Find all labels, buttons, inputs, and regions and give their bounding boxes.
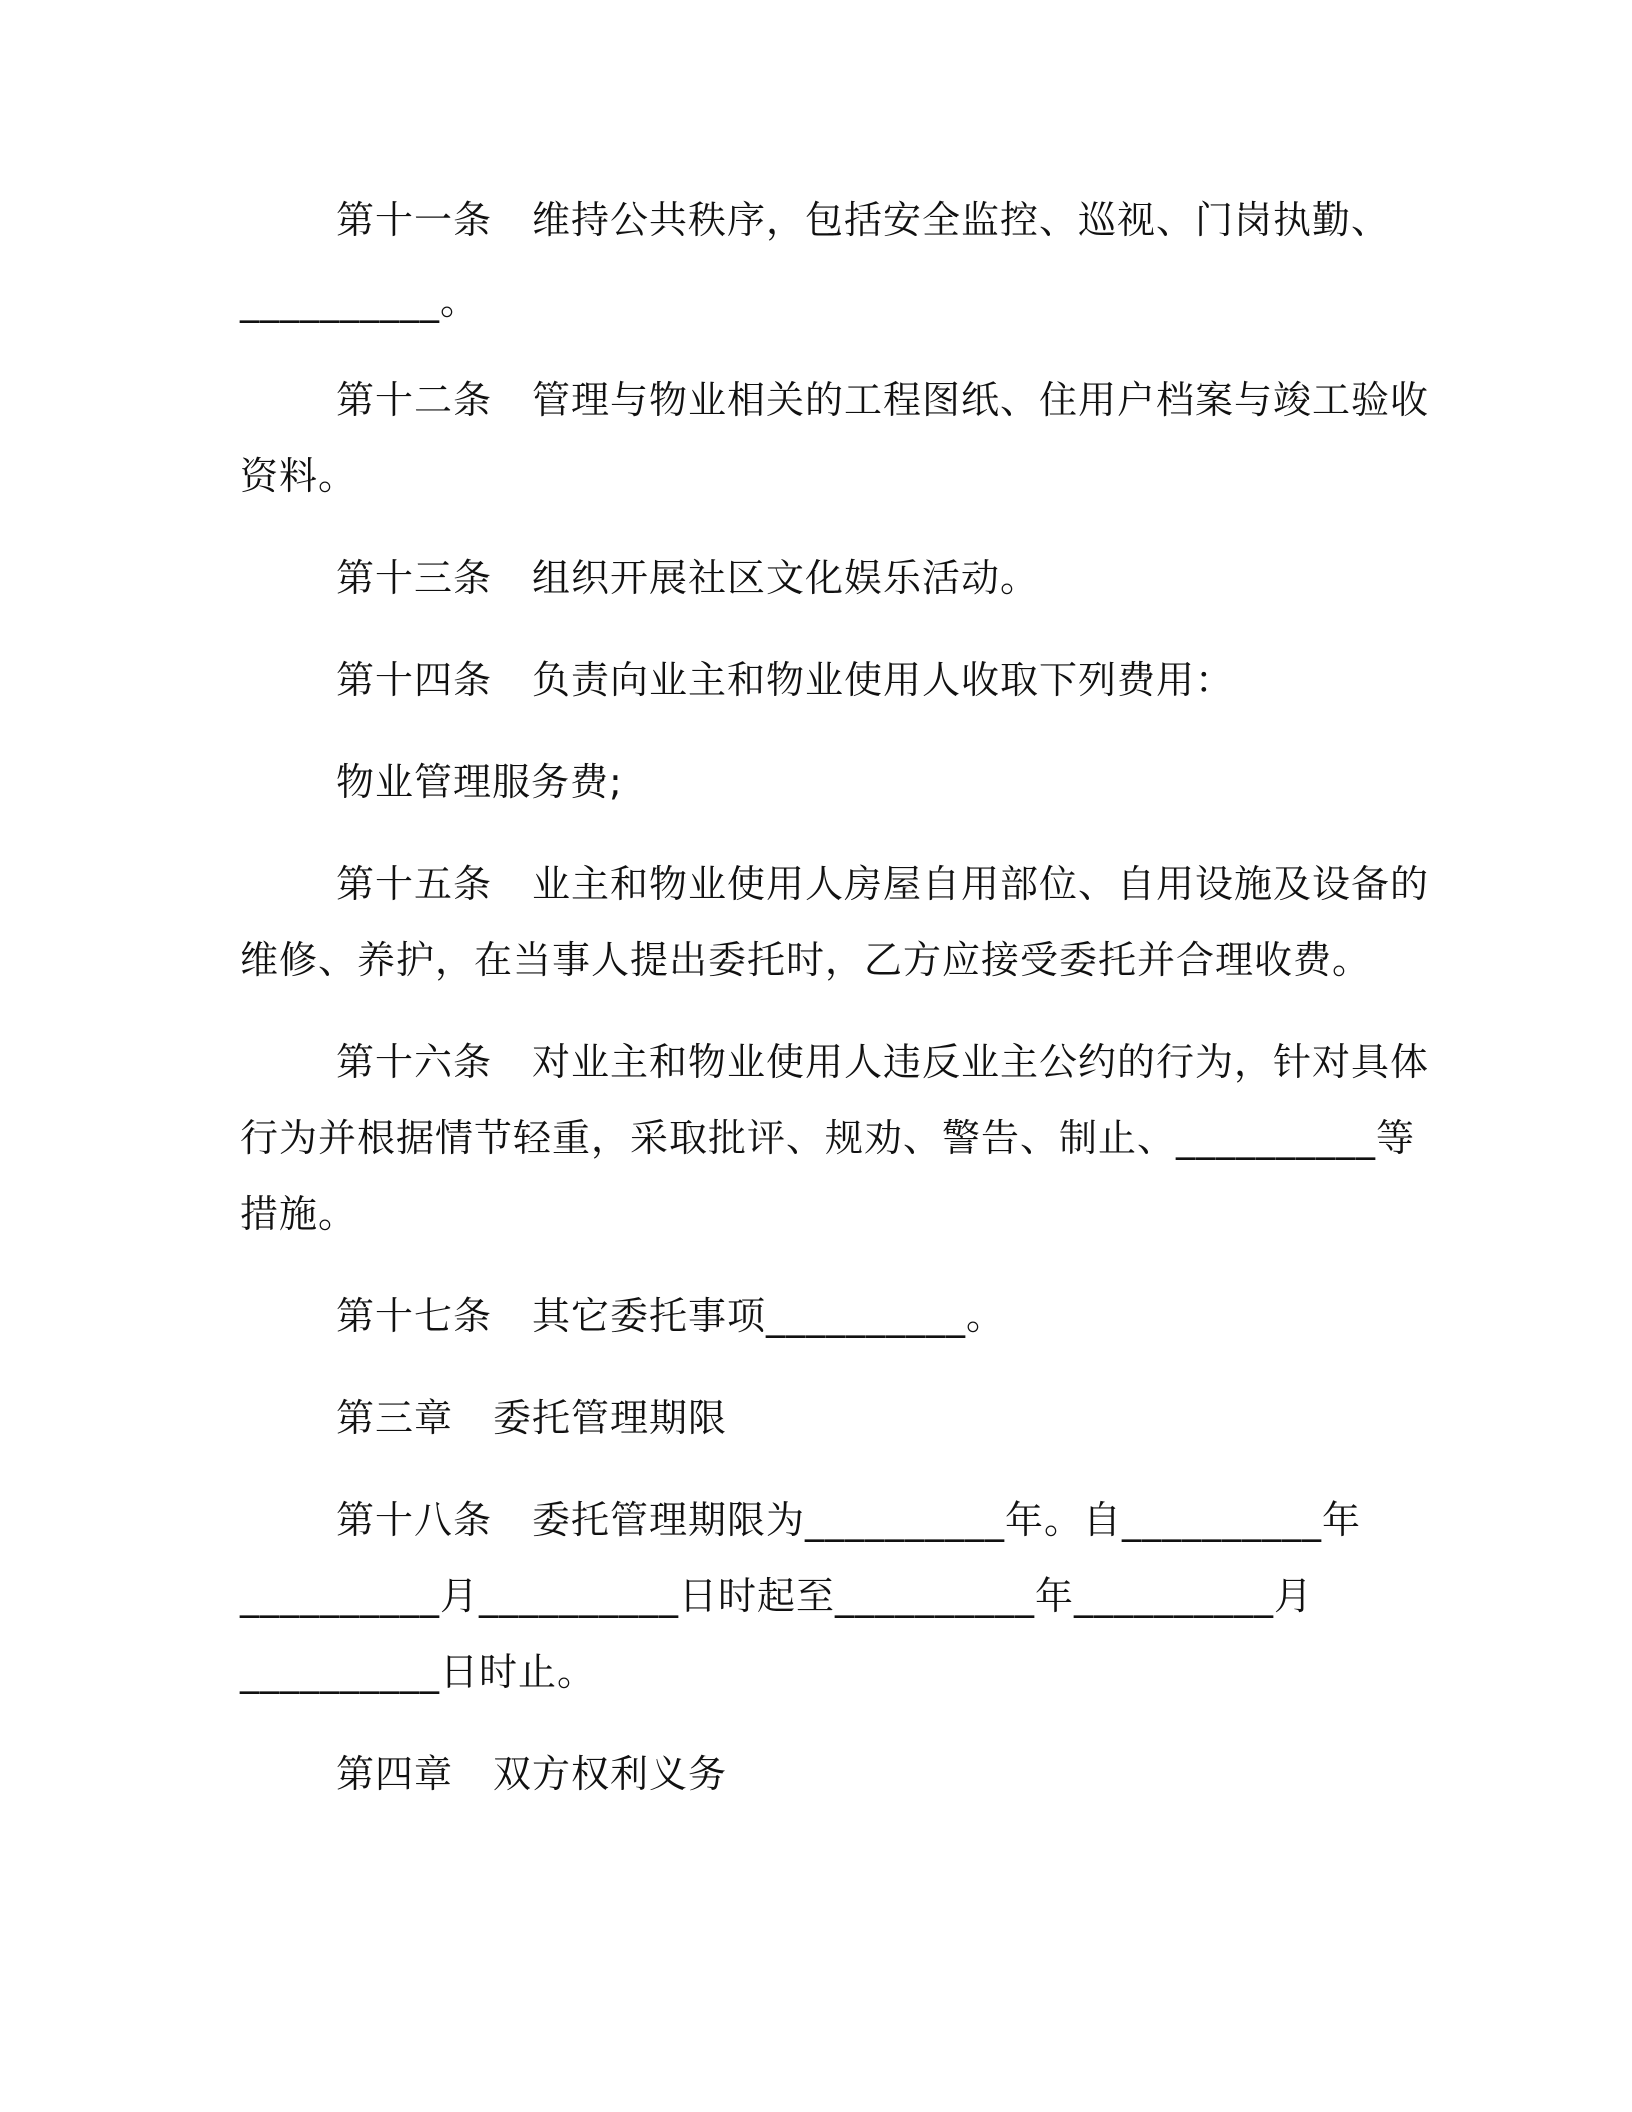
article-text: 其它委托事项__________。 bbox=[532, 1294, 1006, 1338]
article-number: 第十七条 bbox=[336, 1294, 493, 1338]
article-14-line-1 bbox=[336, 656, 1234, 704]
article-text: 对业主和物业使用人违反业主公约的行为，针对具体 bbox=[532, 1040, 1430, 1084]
article-text: 负责向业主和物业使用人收取下列费用： bbox=[532, 658, 1235, 702]
article-text: 维修、养护，在当事人提出委托时，乙方应接受委托并合理收费。 bbox=[240, 938, 1372, 982]
article-text: 资料。 bbox=[240, 454, 358, 498]
article-18-line-2 bbox=[240, 1572, 1313, 1620]
article-number: 第十四条 bbox=[336, 658, 493, 702]
chapter-title: 委托管理期限 bbox=[493, 1396, 728, 1440]
article-number: 第十六条 bbox=[336, 1040, 493, 1084]
article-12-line-1 bbox=[336, 376, 1429, 424]
article-15-line-2 bbox=[240, 936, 1371, 984]
article-number: 第十二条 bbox=[336, 378, 493, 422]
article-text: 组织开展社区文化娱乐活动。 bbox=[532, 556, 1040, 600]
article-12-line-2 bbox=[240, 452, 357, 500]
chapter-4-heading bbox=[336, 1750, 727, 1798]
article-text: 行为并根据情节轻重，采取批评、规劝、警告、制止、__________等 bbox=[240, 1116, 1416, 1160]
article-text: __________。 bbox=[240, 279, 480, 323]
chapter-title: 双方权利义务 bbox=[493, 1752, 728, 1796]
article-number: 第十三条 bbox=[336, 556, 493, 600]
article-text: 维持公共秩序，包括安全监控、巡视、门岗执勤、 bbox=[532, 198, 1391, 242]
article-text: 措施。 bbox=[240, 1192, 358, 1236]
article-16-line-3 bbox=[240, 1190, 357, 1238]
article-16-line-1 bbox=[336, 1038, 1429, 1086]
article-13-line-1 bbox=[336, 554, 1039, 602]
article-18-line-1 bbox=[336, 1496, 1361, 1544]
article-text: 业主和物业使用人房屋自用部位、自用设施及设备的 bbox=[532, 862, 1430, 906]
article-17-line-1 bbox=[336, 1292, 1005, 1340]
article-14-item-1 bbox=[336, 758, 623, 806]
chapter-number: 第四章 bbox=[336, 1752, 454, 1796]
article-number: 第十八条 bbox=[336, 1498, 493, 1542]
chapter-number: 第三章 bbox=[336, 1396, 454, 1440]
article-18-line-3 bbox=[240, 1648, 596, 1696]
article-number: 第十一条 bbox=[336, 198, 493, 242]
article-text: 物业管理服务费; bbox=[336, 760, 623, 804]
document-page bbox=[240, 0, 1430, 2112]
article-11-line-1 bbox=[336, 196, 1390, 244]
article-11-line-2 bbox=[240, 277, 479, 325]
article-text: 委托管理期限为__________年。自__________年 bbox=[532, 1498, 1362, 1542]
chapter-3-heading bbox=[336, 1394, 727, 1442]
article-text: __________日时止。 bbox=[240, 1650, 597, 1694]
article-text: 管理与物业相关的工程图纸、住用户档案与竣工验收 bbox=[532, 378, 1430, 422]
article-number: 第十五条 bbox=[336, 862, 493, 906]
article-16-line-2 bbox=[240, 1114, 1415, 1162]
article-text: __________月__________日时起至__________年__________月 bbox=[240, 1574, 1314, 1618]
article-15-line-1 bbox=[336, 860, 1429, 908]
